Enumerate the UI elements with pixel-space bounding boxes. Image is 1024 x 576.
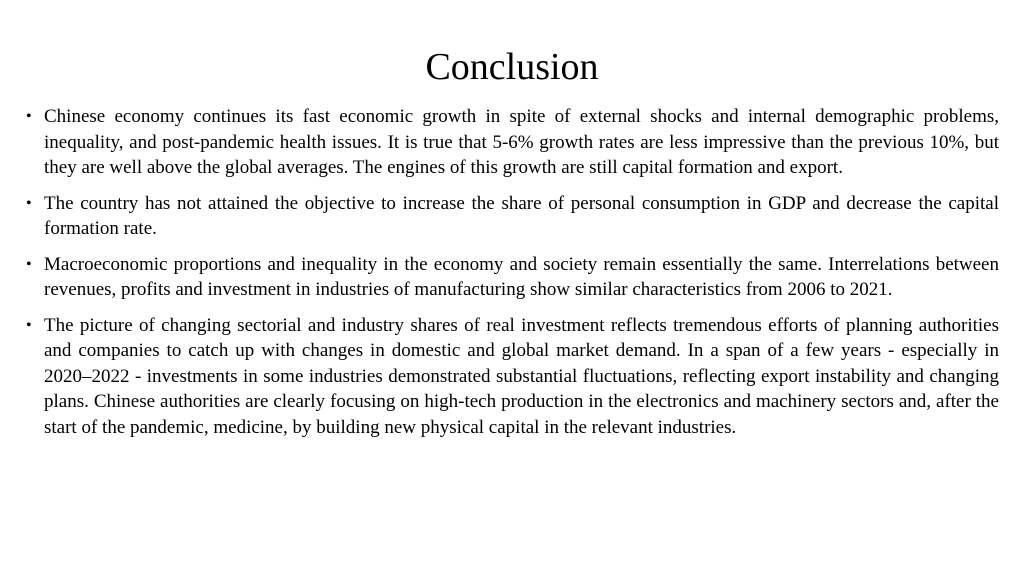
bullet-text: The picture of changing sectorial and industry shares of real investment reflects tremendous efforts of planning authorities and companies to catch up with changes in domestic and global market demand. In a span of a few years - especially in 2020–2022 - investments in some industries demonstrated substantial fluctuations, reflecting export instability and changing plans. Chinese authorities are clearly focusing on high-tech production in the electronics and machinery sectors and, after the start of the pandemic, medicine, by building new physical capital in the relevant industries.	[44, 314, 999, 438]
bullet-text: Macroeconomic proportions and inequality in the economy and society remain essentially the same. Interrelations between revenues, profits and investment in industries of manufacturing show similar characteristics from 2006 to 2021.	[44, 253, 999, 300]
bullet-item	[24, 191, 999, 242]
bullet-dot-icon: •	[26, 255, 32, 273]
bullet-item	[24, 104, 999, 181]
bullet-dot-icon: •	[26, 316, 32, 334]
bullet-dot-icon: •	[26, 108, 32, 125]
bullet-item	[24, 252, 999, 303]
bullet-dot-icon: •	[26, 194, 32, 212]
bullet-text: The country has not attained the objective to increase the share of personal consumption in GDP and decrease the capital formation rate.	[44, 192, 999, 239]
bullet-text: Chinese economy continues its fast economic growth in spite of external shocks and internal demographic problems, inequality, and post-pandemic health issues. It is true that 5-6% growth rates are less impressive than the previous 10%, but they are well above the global averages. The engines of this growth are still capital formation and export.	[44, 106, 999, 178]
bullet-item	[24, 313, 999, 441]
slide-title: Conclusion	[425, 46, 599, 88]
bullet-list	[24, 104, 999, 450]
